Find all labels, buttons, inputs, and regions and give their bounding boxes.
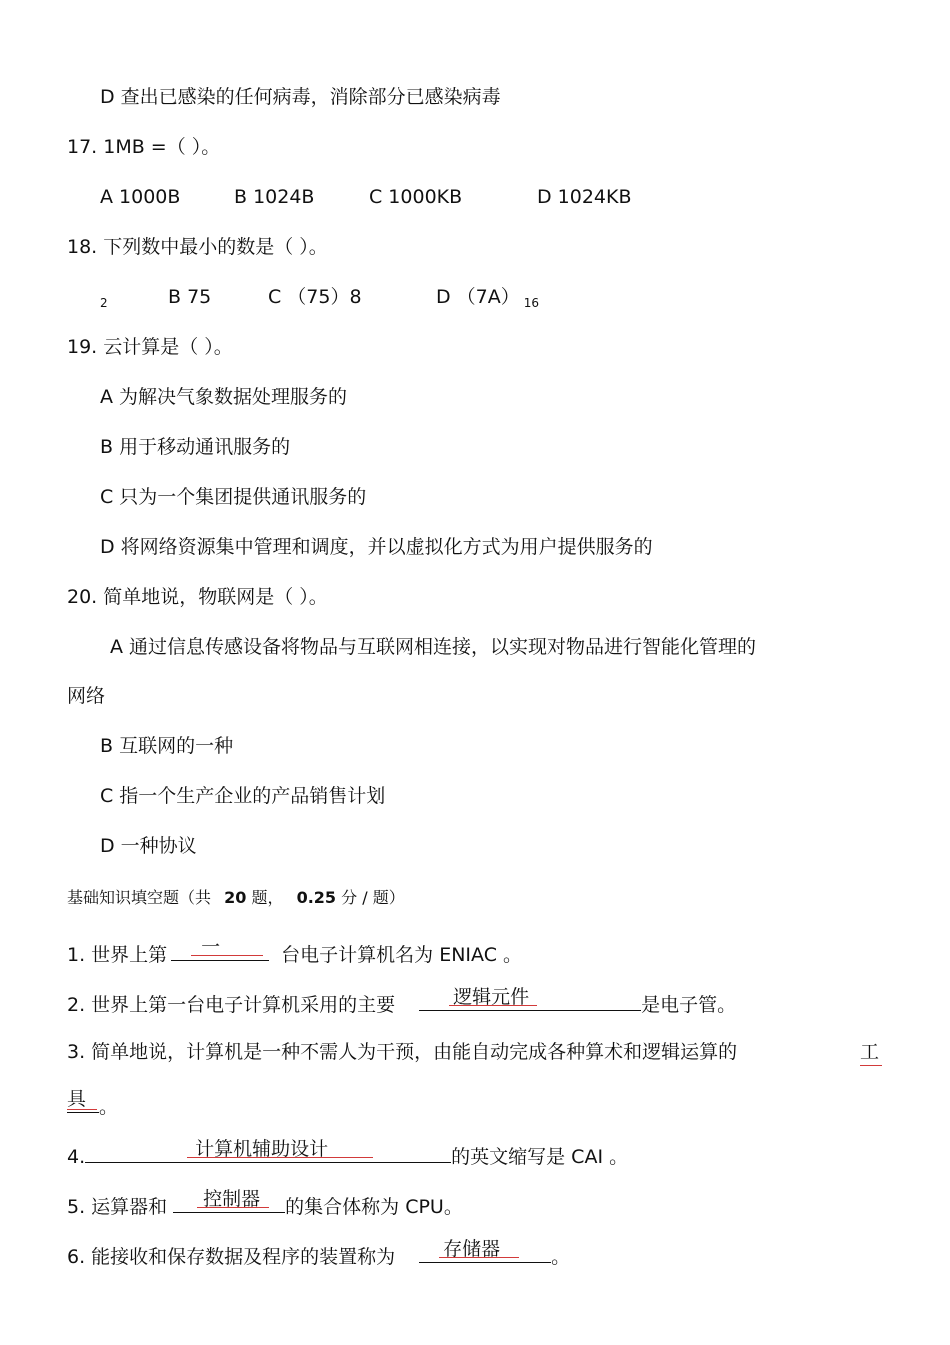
q20-option-a-line2: 网络 bbox=[67, 685, 106, 707]
q17-option-c: C 1000KB bbox=[369, 186, 463, 208]
fill-3-answer-char2: 具 bbox=[67, 1088, 87, 1110]
q19-stem: 19. 云计算是（ ）。 bbox=[67, 336, 233, 358]
q17-option-d: D 1024KB bbox=[537, 186, 632, 208]
fill-1-red-underline bbox=[191, 955, 263, 956]
fill-4-suffix: 的英文缩写是 CAI 。 bbox=[451, 1146, 629, 1168]
fill-5-red-underline bbox=[197, 1207, 269, 1208]
fill-2-red-underline bbox=[449, 1005, 537, 1006]
fill-6-prefix: 6. 能接收和保存数据及程序的装置称为 bbox=[67, 1246, 396, 1268]
fill-header-prefix: 基础知识填空题（共 bbox=[67, 888, 212, 907]
fill-5-answer: 控制器 bbox=[203, 1188, 261, 1210]
q17-option-b: B 1024B bbox=[234, 186, 315, 208]
fill-header-mid: 题， bbox=[251, 888, 284, 907]
fill-2-blank bbox=[419, 988, 641, 1011]
fill-item-4 bbox=[67, 1140, 628, 1169]
q20-option-b: B 互联网的一种 bbox=[100, 735, 234, 757]
fill-1-prefix: 1. 世界上第 bbox=[67, 944, 168, 966]
fill-item-6 bbox=[67, 1240, 570, 1269]
fill-5-prefix: 5. 运算器和 bbox=[67, 1196, 168, 1218]
fill-2-suffix: 是电子管。 bbox=[641, 994, 737, 1016]
q18-option-c: C （75）8 bbox=[268, 286, 362, 308]
q18-options bbox=[100, 285, 539, 315]
q18-option-d-subscript: 16 bbox=[523, 296, 540, 310]
q20-stem: 20. 简单地说，物联网是（ ）。 bbox=[67, 586, 328, 608]
fill-3-red-underline-2 bbox=[67, 1109, 97, 1110]
fill-1-suffix: 台电子计算机名为 ENIAC 。 bbox=[281, 944, 523, 966]
fill-3-answer-part1 bbox=[860, 1040, 879, 1064]
fill-4-prefix: 4. bbox=[67, 1146, 86, 1168]
q19-option-b: B 用于移动通讯服务的 bbox=[100, 436, 291, 458]
q20-option-a-line1: A 通过信息传感设备将物品与互联网相连接，以实现对物品进行智能化管理的 bbox=[110, 636, 757, 658]
q17-options bbox=[100, 185, 632, 209]
fill-3-prefix: 3. 简单地说，计算机是一种不需人为干预，由能自动完成各种算术和逻辑运算的 bbox=[67, 1041, 738, 1063]
fill-item-2 bbox=[67, 988, 736, 1017]
fill-header-count: 20 bbox=[224, 888, 247, 907]
fill-6-blank bbox=[419, 1240, 551, 1263]
fill-2-answer: 逻辑元件 bbox=[453, 986, 530, 1008]
fill-4-red-underline bbox=[187, 1157, 373, 1158]
fill-3-blank bbox=[67, 1090, 99, 1113]
fill-4-blank bbox=[85, 1140, 451, 1163]
fill-6-red-underline bbox=[439, 1257, 519, 1258]
q18-option-a-subscript: 2 bbox=[100, 296, 108, 310]
q20-option-d: D 一种协议 bbox=[100, 835, 197, 857]
q19-option-d: D 将网络资源集中管理和调度，并以虚拟化方式为用户提供服务的 bbox=[100, 536, 653, 558]
fill-item-1 bbox=[67, 938, 522, 967]
q19-option-c: C 只为一个集团提供通讯服务的 bbox=[100, 486, 367, 508]
fill-5-blank bbox=[173, 1190, 285, 1213]
fill-item-3 bbox=[67, 1040, 737, 1064]
q18-option-d: D （7A） bbox=[436, 286, 520, 308]
fill-2-prefix: 2. 世界上第一台电子计算机采用的主要 bbox=[67, 994, 396, 1016]
q19-option-a: A 为解决气象数据处理服务的 bbox=[100, 386, 348, 408]
q20-option-c: C 指一个生产企业的产品销售计划 bbox=[100, 785, 386, 807]
fill-item-5 bbox=[67, 1190, 463, 1219]
fill-header-suffix: 分 / 题） bbox=[341, 888, 405, 907]
q16-option-d: D 查出已感染的任何病毒，消除部分已感染病毒 bbox=[100, 86, 501, 108]
fill-6-answer: 存储器 bbox=[443, 1238, 501, 1260]
fill-1-answer: 一 bbox=[201, 936, 221, 958]
fill-4-answer: 计算机辅助设计 bbox=[195, 1138, 329, 1160]
fill-section-header bbox=[67, 886, 405, 910]
fill-5-suffix: 的集合体称为 CPU。 bbox=[285, 1196, 463, 1218]
q17-stem: 17. 1MB =（ ）。 bbox=[67, 136, 221, 158]
q18-option-b: B 75 bbox=[168, 286, 212, 308]
q18-stem: 18. 下列数中最小的数是（ ）。 bbox=[67, 236, 328, 258]
fill-1-blank bbox=[171, 938, 269, 961]
fill-6-suffix: 。 bbox=[551, 1246, 571, 1268]
fill-3-answer-char1: 工 bbox=[860, 1041, 880, 1063]
fill-item-3-continuation bbox=[67, 1090, 118, 1119]
q17-option-a: A 1000B bbox=[100, 186, 181, 208]
fill-3-suffix: 。 bbox=[99, 1096, 119, 1118]
fill-header-score: 0.25 bbox=[296, 888, 337, 907]
fill-3-red-underline-1 bbox=[860, 1065, 882, 1066]
